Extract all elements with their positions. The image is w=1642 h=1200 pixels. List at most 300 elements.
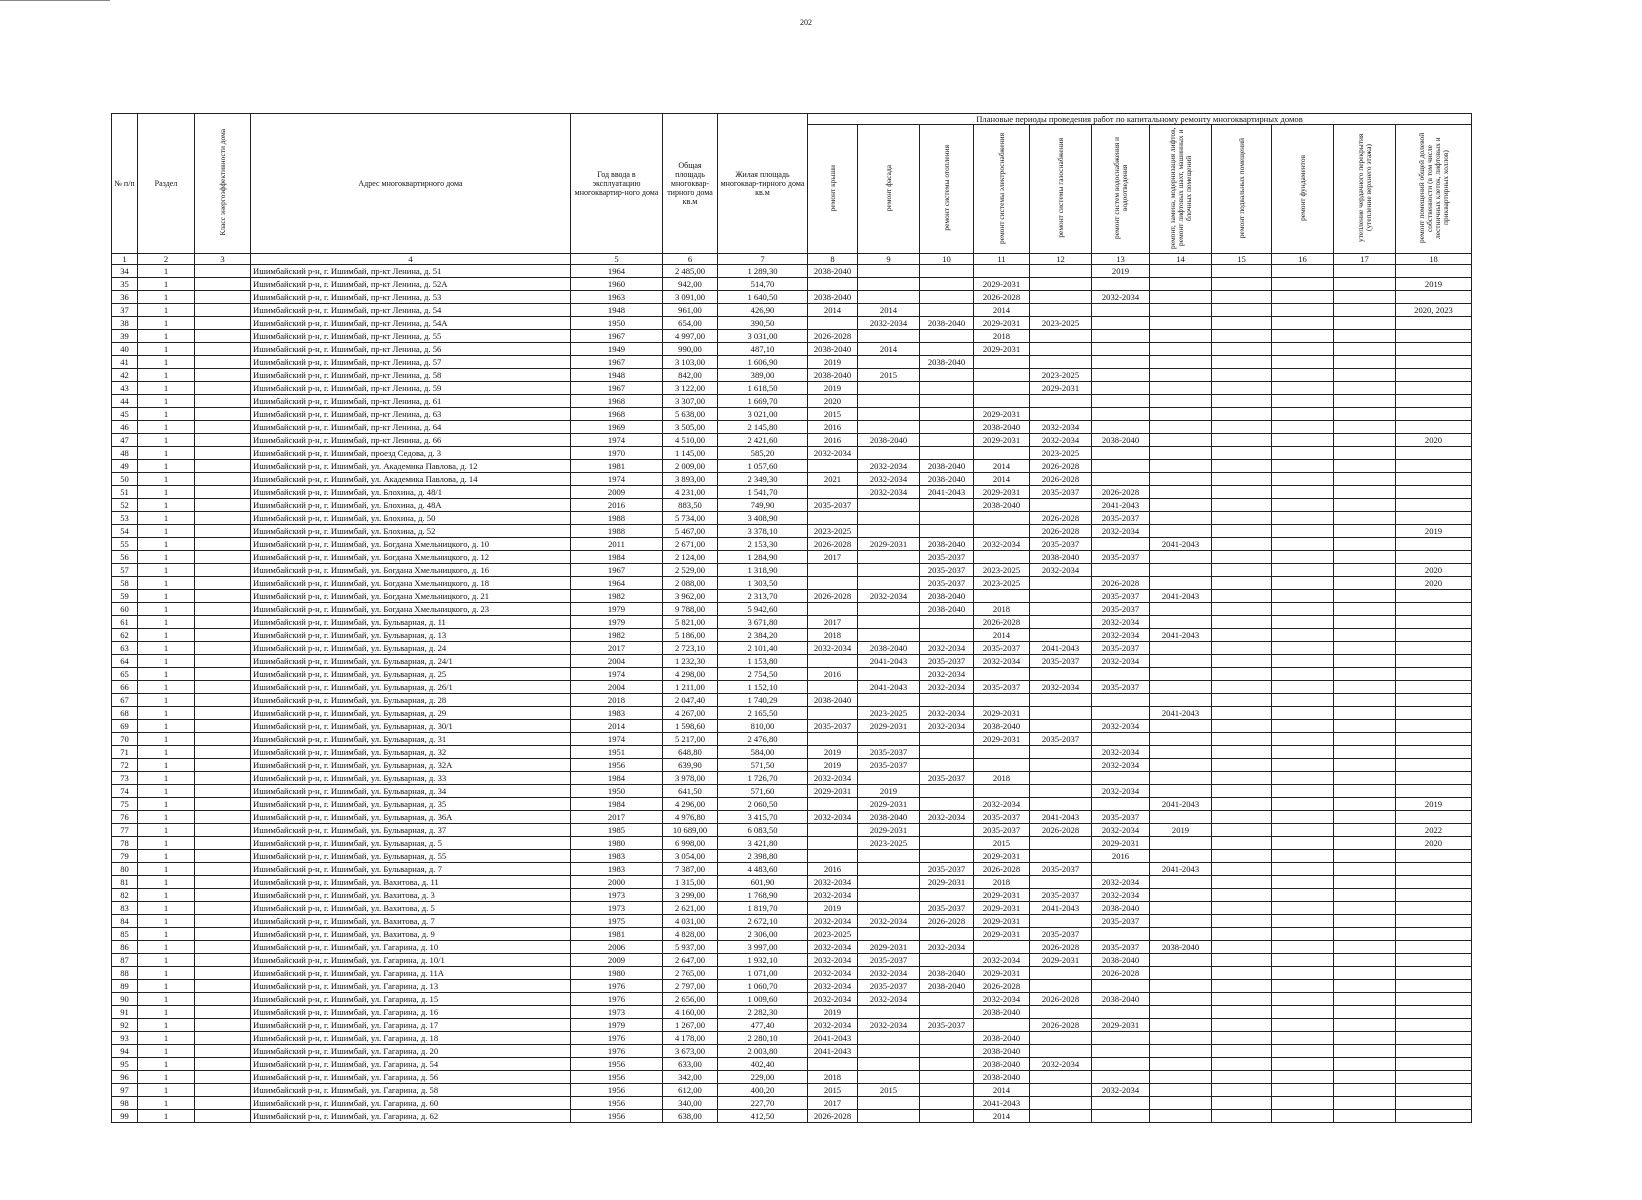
cell-foundation-repair <box>1272 746 1334 759</box>
cell-attic-insulation <box>1334 590 1396 603</box>
cell-facade-repair <box>858 1058 920 1071</box>
cell-roof-repair: 2032-2034 <box>808 967 858 980</box>
cell-common-areas-repair <box>1396 876 1472 889</box>
cell-basement-repair <box>1212 772 1272 785</box>
cell-facade-repair <box>858 1071 920 1084</box>
cell-gas-repair: 2023-2025 <box>1030 317 1092 330</box>
cell-water-repair: 2035-2037 <box>1092 811 1150 824</box>
cell-gas-repair <box>1030 746 1092 759</box>
cell-address: Ишимбайский р-н, г. Ишимбай, ул. Блохина, д. 50 <box>251 512 571 525</box>
cell-year-built: 1968 <box>571 395 663 408</box>
cell-total-area: 2 656,00 <box>663 993 718 1006</box>
table-row <box>112 304 1472 317</box>
cell-section: 1 <box>138 928 195 941</box>
cell-total-area: 3 091,00 <box>663 291 718 304</box>
column-number: 14 <box>1150 254 1212 265</box>
cell-address: Ишимбайский р-н, г. Ишимбай, пр-кт Ленина, д. 63 <box>251 408 571 421</box>
cell-roof-repair <box>808 1058 858 1071</box>
cell-living-area: 402,40 <box>718 1058 808 1071</box>
cell-elevator-repair <box>1150 330 1212 343</box>
cell-gas-repair: 2041-2043 <box>1030 902 1092 915</box>
cell-total-area: 942,00 <box>663 278 718 291</box>
cell-elevator-repair <box>1150 785 1212 798</box>
cell-common-areas-repair <box>1396 668 1472 681</box>
cell-row-number: 68 <box>112 707 138 720</box>
cell-address: Ишимбайский р-н, г. Ишимбай, ул. Бульварная, д. 31 <box>251 733 571 746</box>
page-number: 202 <box>800 18 812 27</box>
cell-address: Ишимбайский р-н, г. Ишимбай, ул. Бульварная, д. 7 <box>251 863 571 876</box>
column-number: 15 <box>1212 254 1272 265</box>
table-row <box>112 1097 1472 1110</box>
cell-basement-repair <box>1212 317 1272 330</box>
header-work-11: ремонт помещений общей долевой собственности (в том числе лестничных клеток, лифтовых и приквартирных холлов) <box>1396 125 1472 254</box>
cell-year-built: 2009 <box>571 954 663 967</box>
cell-elevator-repair <box>1150 369 1212 382</box>
cell-roof-repair: 2032-2034 <box>808 447 858 460</box>
cell-row-number: 97 <box>112 1084 138 1097</box>
cell-section: 1 <box>138 577 195 590</box>
cell-elevator-repair <box>1150 694 1212 707</box>
cell-roof-repair: 2017 <box>808 551 858 564</box>
cell-living-area: 1 740,29 <box>718 694 808 707</box>
cell-electric-repair: 2014 <box>974 460 1030 473</box>
cell-year-built: 1984 <box>571 798 663 811</box>
cell-row-number: 61 <box>112 616 138 629</box>
cell-heating-repair: 2038-2040 <box>920 590 974 603</box>
cell-gas-repair: 2035-2037 <box>1030 733 1092 746</box>
cell-energy-class <box>195 369 251 382</box>
header-energy-class: Класс энергоэффективности дома <box>195 114 251 254</box>
cell-facade-repair <box>858 1006 920 1019</box>
table-row <box>112 811 1472 824</box>
cell-facade-repair <box>858 1045 920 1058</box>
cell-living-area: 6 083,50 <box>718 824 808 837</box>
cell-address: Ишимбайский р-н, г. Ишимбай, ул. Вахитова, д. 7 <box>251 915 571 928</box>
column-number: 18 <box>1396 254 1472 265</box>
cell-gas-repair: 2023-2025 <box>1030 369 1092 382</box>
cell-common-areas-repair <box>1396 850 1472 863</box>
cell-heating-repair <box>920 265 974 278</box>
column-number: 11 <box>974 254 1030 265</box>
cell-living-area: 2 306,00 <box>718 928 808 941</box>
cell-row-number: 49 <box>112 460 138 473</box>
cell-total-area: 3 103,00 <box>663 356 718 369</box>
cell-heating-repair: 2032-2034 <box>920 668 974 681</box>
cell-electric-repair: 2032-2034 <box>974 798 1030 811</box>
cell-roof-repair <box>808 655 858 668</box>
cell-row-number: 45 <box>112 408 138 421</box>
cell-common-areas-repair: 2020, 2023 <box>1396 304 1472 317</box>
cell-attic-insulation <box>1334 460 1396 473</box>
cell-elevator-repair <box>1150 356 1212 369</box>
cell-year-built: 1956 <box>571 1058 663 1071</box>
cell-living-area: 2 145,80 <box>718 421 808 434</box>
cell-common-areas-repair <box>1396 512 1472 525</box>
cell-total-area: 5 217,00 <box>663 733 718 746</box>
cell-facade-repair: 2029-2031 <box>858 720 920 733</box>
table-row <box>112 681 1472 694</box>
cell-roof-repair: 2016 <box>808 668 858 681</box>
cell-roof-repair: 2017 <box>808 1097 858 1110</box>
cell-total-area: 641,50 <box>663 785 718 798</box>
cell-water-repair <box>1092 473 1150 486</box>
cell-year-built: 1976 <box>571 1032 663 1045</box>
cell-basement-repair <box>1212 512 1272 525</box>
cell-heating-repair: 2035-2037 <box>920 863 974 876</box>
cell-total-area: 5 638,00 <box>663 408 718 421</box>
cell-year-built: 1976 <box>571 980 663 993</box>
cell-basement-repair <box>1212 1006 1272 1019</box>
cell-roof-repair: 2017 <box>808 616 858 629</box>
cell-row-number: 35 <box>112 278 138 291</box>
cell-electric-repair: 2015 <box>974 837 1030 850</box>
cell-address: Ишимбайский р-н, г. Ишимбай, пр-кт Ленина, д. 54А <box>251 317 571 330</box>
cell-address: Ишимбайский р-н, г. Ишимбай, ул. Гагарина, д. 54 <box>251 1058 571 1071</box>
cell-common-areas-repair <box>1396 382 1472 395</box>
cell-address: Ишимбайский р-н, г. Ишимбай, ул. Бульварная, д. 24 <box>251 642 571 655</box>
table-row <box>112 382 1472 395</box>
cell-energy-class <box>195 1058 251 1071</box>
cell-gas-repair: 2032-2034 <box>1030 681 1092 694</box>
cell-electric-repair: 2029-2031 <box>974 278 1030 291</box>
cell-attic-insulation <box>1334 720 1396 733</box>
cell-attic-insulation <box>1334 850 1396 863</box>
cell-heating-repair <box>920 1058 974 1071</box>
cell-attic-insulation <box>1334 343 1396 356</box>
cell-common-areas-repair <box>1396 369 1472 382</box>
cell-water-repair: 2032-2034 <box>1092 876 1150 889</box>
cell-elevator-repair: 2041-2043 <box>1150 863 1212 876</box>
table-row <box>112 798 1472 811</box>
cell-common-areas-repair <box>1396 603 1472 616</box>
cell-water-repair: 2035-2037 <box>1092 915 1150 928</box>
cell-attic-insulation <box>1334 1071 1396 1084</box>
cell-total-area: 3 893,00 <box>663 473 718 486</box>
cell-heating-repair <box>920 421 974 434</box>
cell-energy-class <box>195 577 251 590</box>
cell-elevator-repair <box>1150 525 1212 538</box>
cell-energy-class <box>195 668 251 681</box>
cell-elevator-repair <box>1150 317 1212 330</box>
cell-gas-repair <box>1030 1071 1092 1084</box>
cell-water-repair <box>1092 928 1150 941</box>
cell-address: Ишимбайский р-н, г. Ишимбай, пр-кт Ленина, д. 66 <box>251 434 571 447</box>
cell-roof-repair: 2032-2034 <box>808 980 858 993</box>
cell-elevator-repair <box>1150 551 1212 564</box>
table-row <box>112 356 1472 369</box>
header-work-4: ремонт системы электроснабжения <box>974 125 1030 254</box>
cell-roof-repair: 2016 <box>808 434 858 447</box>
cell-water-repair <box>1092 1058 1150 1071</box>
table-row <box>112 265 1472 278</box>
table-row <box>112 473 1472 486</box>
table-row <box>112 642 1472 655</box>
cell-common-areas-repair <box>1396 772 1472 785</box>
cell-gas-repair <box>1030 265 1092 278</box>
cell-basement-repair <box>1212 824 1272 837</box>
cell-water-repair: 2038-2040 <box>1092 954 1150 967</box>
cell-basement-repair <box>1212 811 1272 824</box>
cell-gas-repair <box>1030 720 1092 733</box>
cell-elevator-repair <box>1150 993 1212 1006</box>
column-number: 1 <box>112 254 138 265</box>
cell-year-built: 1950 <box>571 785 663 798</box>
cell-basement-repair <box>1212 993 1272 1006</box>
cell-row-number: 52 <box>112 499 138 512</box>
cell-living-area: 585,20 <box>718 447 808 460</box>
cell-section: 1 <box>138 707 195 720</box>
cell-attic-insulation <box>1334 642 1396 655</box>
header-work-8: ремонт подвальных помещений <box>1212 125 1272 254</box>
cell-electric-repair: 2026-2028 <box>974 863 1030 876</box>
cell-facade-repair <box>858 629 920 642</box>
cell-attic-insulation <box>1334 1045 1396 1058</box>
cell-section: 1 <box>138 733 195 746</box>
header-year: Год ввода в эксплуатацию многоквартир-ного дома <box>571 114 663 254</box>
cell-heating-repair: 2032-2034 <box>920 811 974 824</box>
cell-total-area: 4 296,00 <box>663 798 718 811</box>
cell-energy-class <box>195 876 251 889</box>
cell-living-area: 3 671,80 <box>718 616 808 629</box>
cell-electric-repair <box>974 590 1030 603</box>
cell-heating-repair: 2032-2034 <box>920 642 974 655</box>
cell-year-built: 1974 <box>571 434 663 447</box>
cell-electric-repair: 2029-2031 <box>974 928 1030 941</box>
cell-gas-repair: 2026-2028 <box>1030 993 1092 1006</box>
cell-electric-repair: 2035-2037 <box>974 811 1030 824</box>
cell-total-area: 3 673,00 <box>663 1045 718 1058</box>
cell-row-number: 47 <box>112 434 138 447</box>
cell-living-area: 3 021,00 <box>718 408 808 421</box>
cell-address: Ишимбайский р-н, г. Ишимбай, ул. Академика Павлова, д. 12 <box>251 460 571 473</box>
cell-gas-repair <box>1030 395 1092 408</box>
cell-energy-class <box>195 850 251 863</box>
cell-foundation-repair <box>1272 382 1334 395</box>
cell-gas-repair <box>1030 1032 1092 1045</box>
cell-total-area: 2 047,40 <box>663 694 718 707</box>
cell-attic-insulation <box>1334 681 1396 694</box>
cell-total-area: 2 485,00 <box>663 265 718 278</box>
cell-total-area: 2 647,00 <box>663 954 718 967</box>
cell-section: 1 <box>138 590 195 603</box>
cell-energy-class <box>195 980 251 993</box>
cell-common-areas-repair <box>1396 746 1472 759</box>
cell-water-repair: 2026-2028 <box>1092 967 1150 980</box>
cell-year-built: 1982 <box>571 629 663 642</box>
cell-facade-repair: 2032-2034 <box>858 460 920 473</box>
cell-living-area: 514,70 <box>718 278 808 291</box>
cell-row-number: 55 <box>112 538 138 551</box>
cell-roof-repair: 2032-2034 <box>808 941 858 954</box>
table-row <box>112 577 1472 590</box>
cell-row-number: 81 <box>112 876 138 889</box>
cell-energy-class <box>195 681 251 694</box>
cell-heating-repair <box>920 525 974 538</box>
column-number: 4 <box>251 254 571 265</box>
cell-gas-repair: 2032-2034 <box>1030 1058 1092 1071</box>
cell-facade-repair <box>858 616 920 629</box>
cell-total-area: 2 124,00 <box>663 551 718 564</box>
cell-attic-insulation <box>1334 928 1396 941</box>
cell-foundation-repair <box>1272 980 1334 993</box>
cell-attic-insulation <box>1334 941 1396 954</box>
cell-row-number: 64 <box>112 655 138 668</box>
column-number: 13 <box>1092 254 1150 265</box>
cell-electric-repair: 2041-2043 <box>974 1097 1030 1110</box>
cell-foundation-repair <box>1272 525 1334 538</box>
table-row <box>112 369 1472 382</box>
table-row <box>112 408 1472 421</box>
cell-electric-repair: 2014 <box>974 1084 1030 1097</box>
cell-foundation-repair <box>1272 343 1334 356</box>
cell-elevator-repair <box>1150 1045 1212 1058</box>
cell-electric-repair: 2029-2031 <box>974 733 1030 746</box>
cell-elevator-repair: 2041-2043 <box>1150 707 1212 720</box>
cell-section: 1 <box>138 759 195 772</box>
cell-living-area: 2 101,40 <box>718 642 808 655</box>
cell-heating-repair <box>920 304 974 317</box>
cell-gas-repair: 2026-2028 <box>1030 824 1092 837</box>
cell-living-area: 487,10 <box>718 343 808 356</box>
cell-common-areas-repair: 2019 <box>1396 278 1472 291</box>
cell-common-areas-repair <box>1396 291 1472 304</box>
cell-row-number: 78 <box>112 837 138 850</box>
cell-basement-repair <box>1212 304 1272 317</box>
cell-year-built: 1983 <box>571 863 663 876</box>
cell-living-area: 390,50 <box>718 317 808 330</box>
cell-water-repair: 2026-2028 <box>1092 486 1150 499</box>
cell-row-number: 54 <box>112 525 138 538</box>
cell-water-repair: 2032-2034 <box>1092 655 1150 668</box>
cell-facade-repair <box>858 733 920 746</box>
cell-roof-repair: 2019 <box>808 1006 858 1019</box>
cell-foundation-repair <box>1272 720 1334 733</box>
cell-total-area: 648,80 <box>663 746 718 759</box>
cell-electric-repair <box>974 382 1030 395</box>
cell-roof-repair: 2026-2028 <box>808 590 858 603</box>
cell-attic-insulation <box>1334 395 1396 408</box>
cell-basement-repair <box>1212 785 1272 798</box>
cell-foundation-repair <box>1272 486 1334 499</box>
cell-basement-repair <box>1212 850 1272 863</box>
cell-elevator-repair <box>1150 876 1212 889</box>
cell-row-number: 66 <box>112 681 138 694</box>
cell-section: 1 <box>138 941 195 954</box>
cell-roof-repair <box>808 824 858 837</box>
cell-common-areas-repair <box>1396 811 1472 824</box>
cell-water-repair: 2029-2031 <box>1092 837 1150 850</box>
cell-elevator-repair <box>1150 473 1212 486</box>
cell-roof-repair: 2016 <box>808 421 858 434</box>
cell-row-number: 58 <box>112 577 138 590</box>
cell-facade-repair: 2032-2034 <box>858 1019 920 1032</box>
cell-facade-repair: 2038-2040 <box>858 434 920 447</box>
cell-common-areas-repair <box>1396 330 1472 343</box>
table-row <box>112 551 1472 564</box>
cell-basement-repair <box>1212 1097 1272 1110</box>
cell-common-areas-repair: 2022 <box>1396 824 1472 837</box>
cell-roof-repair: 2032-2034 <box>808 876 858 889</box>
cell-common-areas-repair <box>1396 499 1472 512</box>
cell-year-built: 2016 <box>571 499 663 512</box>
cell-roof-repair: 2035-2037 <box>808 720 858 733</box>
cell-year-built: 2011 <box>571 538 663 551</box>
cell-basement-repair <box>1212 460 1272 473</box>
cell-heating-repair: 2029-2031 <box>920 876 974 889</box>
cell-attic-insulation <box>1334 1110 1396 1123</box>
cell-address: Ишимбайский р-н, г. Ишимбай, ул. Академика Павлова, д. 14 <box>251 473 571 486</box>
cell-foundation-repair <box>1272 1097 1334 1110</box>
cell-address: Ишимбайский р-н, г. Ишимбай, ул. Гагарина, д. 13 <box>251 980 571 993</box>
cell-heating-repair: 2038-2040 <box>920 460 974 473</box>
cell-electric-repair: 2029-2031 <box>974 486 1030 499</box>
cell-section: 1 <box>138 1058 195 1071</box>
cell-basement-repair <box>1212 798 1272 811</box>
cell-section: 1 <box>138 1110 195 1123</box>
table-row <box>112 772 1472 785</box>
cell-foundation-repair <box>1272 1032 1334 1045</box>
cell-attic-insulation <box>1334 1006 1396 1019</box>
table-row <box>112 902 1472 915</box>
cell-facade-repair <box>858 1032 920 1045</box>
cell-roof-repair <box>808 486 858 499</box>
cell-energy-class <box>195 1006 251 1019</box>
cell-living-area: 2 282,30 <box>718 1006 808 1019</box>
cell-row-number: 37 <box>112 304 138 317</box>
cell-attic-insulation <box>1334 694 1396 707</box>
cell-address: Ишимбайский р-н, г. Ишимбай, ул. Вахитова, д. 3 <box>251 889 571 902</box>
cell-common-areas-repair <box>1396 447 1472 460</box>
cell-total-area: 4 997,00 <box>663 330 718 343</box>
cell-roof-repair: 2029-2031 <box>808 785 858 798</box>
cell-address: Ишимбайский р-н, г. Ишимбай, ул. Бульварная, д. 28 <box>251 694 571 707</box>
cell-facade-repair <box>858 408 920 421</box>
table-row <box>112 421 1472 434</box>
table-row <box>112 1071 1472 1084</box>
cell-gas-repair <box>1030 759 1092 772</box>
cell-electric-repair: 2014 <box>974 1110 1030 1123</box>
cell-living-area: 3 415,70 <box>718 811 808 824</box>
cell-energy-class <box>195 499 251 512</box>
cell-elevator-repair <box>1150 616 1212 629</box>
cell-living-area: 1 071,00 <box>718 967 808 980</box>
table-row <box>112 967 1472 980</box>
cell-facade-repair: 2032-2034 <box>858 317 920 330</box>
cell-heating-repair <box>920 499 974 512</box>
cell-facade-repair <box>858 577 920 590</box>
cell-section: 1 <box>138 1032 195 1045</box>
cell-year-built: 1988 <box>571 512 663 525</box>
cell-gas-repair <box>1030 915 1092 928</box>
cell-heating-repair <box>920 1032 974 1045</box>
cell-address: Ишимбайский р-н, г. Ишимбай, ул. Гагарина, д. 10 <box>251 941 571 954</box>
cell-address: Ишимбайский р-н, г. Ишимбай, пр-кт Ленина, д. 51 <box>251 265 571 278</box>
cell-section: 1 <box>138 304 195 317</box>
column-number: 10 <box>920 254 974 265</box>
cell-facade-repair <box>858 1097 920 1110</box>
cell-elevator-repair <box>1150 564 1212 577</box>
cell-electric-repair: 2032-2034 <box>974 538 1030 551</box>
cell-gas-repair <box>1030 772 1092 785</box>
cell-section: 1 <box>138 915 195 928</box>
cell-basement-repair <box>1212 265 1272 278</box>
cell-year-built: 2018 <box>571 694 663 707</box>
table-row <box>112 668 1472 681</box>
cell-heating-repair <box>920 785 974 798</box>
cell-row-number: 41 <box>112 356 138 369</box>
cell-roof-repair <box>808 798 858 811</box>
cell-energy-class <box>195 772 251 785</box>
